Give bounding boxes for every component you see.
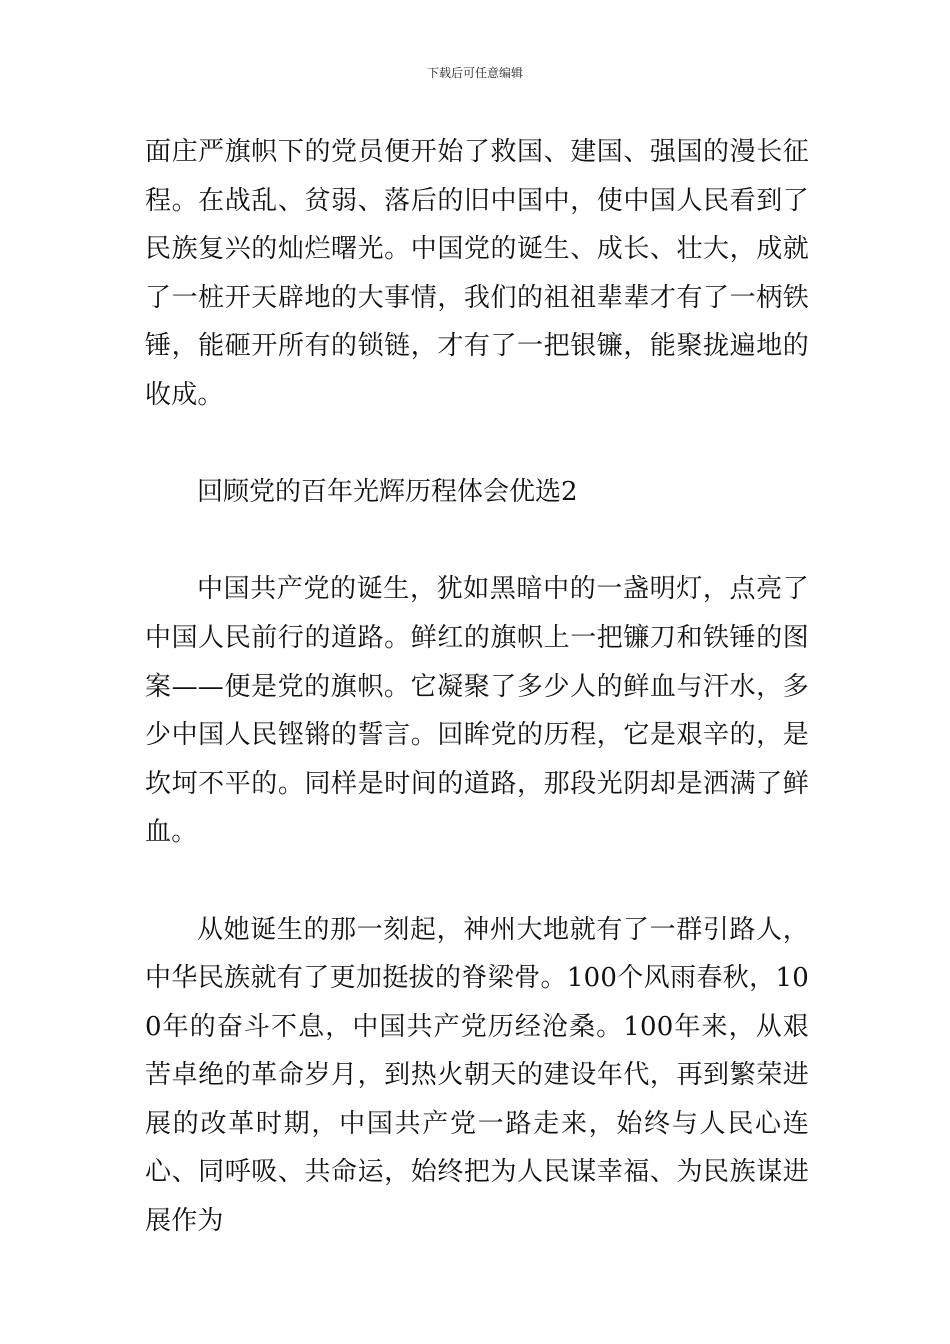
document-body [145,128,809,1246]
paragraph-gap [145,857,809,906]
section-heading: 回顾党的百年光辉历程体会优选2 [197,477,578,508]
paragraph-party-birth: 中国共产党的诞生，犹如黑暗中的一盏明灯，点亮了中国人民前行的道路。鲜红的旗帜上一把镰刀和铁锤的图案——便是党的旗帜。它凝聚了多少人的鲜血与汗水，多少中国人民铿锵的誓言。回眸党的历程，它是艰辛的，是坎坷不平的。同样是时间的道路，那段光阴却是洒满了鲜血。 [145,574,809,848]
paragraph-hundred-years: 从她诞生的那一刻起，神州大地就有了一群引路人，中华民族就有了更加挺拔的脊梁骨。100个风雨春秋，100年的奋斗不息，中国共产党历经沧桑。100年来，从艰苦卓绝的革命岁月，到热火朝天的建设年代，再到繁荣进展的改革时期，中国共产党一路走来，始终与人民心连心、同呼吸、共命运，始终把为人民谋幸福、为民族谋进展作为 [145,914,809,1237]
paragraph-gap [145,517,809,566]
paragraph-continued: 面庄严旗帜下的党员便开始了救国、建国、强国的漫长征程。在战乱、贫弱、落后的旧中国中，使中国人民看到了民族复兴的灿烂曙光。中国党的诞生、成长、壮大，成就了一桩开天辟地的大事情，我们的祖祖辈辈才有了一柄铁锤，能砸开所有的锁链，才有了一把银镰，能聚拢遍地的收成。 [145,137,809,410]
page-header-note: 下载后可任意编辑 [426,66,523,80]
paragraph-gap [145,420,809,469]
